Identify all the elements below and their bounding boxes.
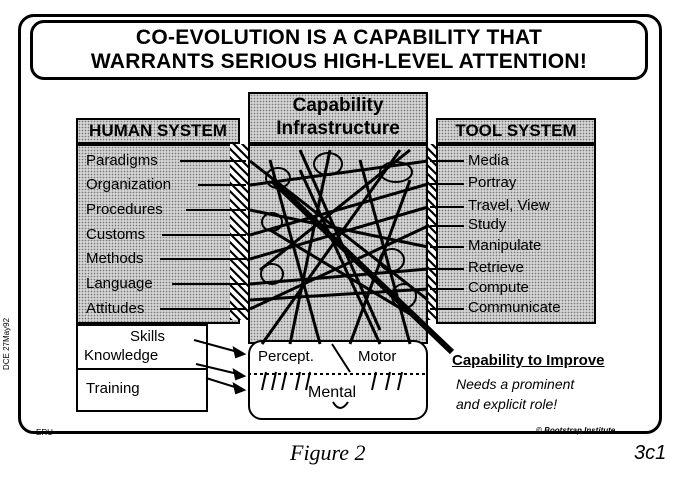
title-line-1: CO-EVOLUTION IS A CAPABILITY THAT — [135, 26, 543, 49]
human-item-customs: Customs — [86, 226, 146, 243]
human-item-attitudes: Attitudes — [86, 300, 145, 317]
skills-label: Skills — [130, 328, 166, 345]
training-label: Training — [86, 380, 140, 397]
human-item-methods: Methods — [86, 250, 144, 267]
tool-item-portray: Portray — [468, 174, 517, 191]
improve-note-line1: Needs a prominent — [456, 376, 575, 392]
tool-item-compute: Compute — [468, 279, 529, 296]
page-id: 3c1 — [634, 442, 667, 464]
human-item-organization: Organization — [86, 176, 172, 193]
tool-item-communicate: Communicate — [468, 299, 561, 316]
footer-copyright: © Bootstrap Institute — [536, 426, 616, 435]
tool-system-heading: TOOL SYSTEM — [455, 121, 577, 140]
human-item-language: Language — [86, 275, 153, 292]
improve-note-line2: and explicit role! — [456, 396, 558, 412]
human-item-procedures: Procedures — [86, 201, 163, 218]
human-item-paradigms: Paradigms — [86, 152, 158, 169]
human-system-heading: HUMAN SYSTEM — [89, 121, 227, 140]
tool-item-retrieve: Retrieve — [468, 259, 524, 276]
knowledge-label: Knowledge — [84, 347, 159, 364]
title-line-2: WARRANTS SERIOUS HIGH-LEVEL ATTENTION! — [90, 50, 588, 73]
footer-initials: ERU — [36, 428, 53, 437]
tool-item-study: Study — [468, 216, 507, 233]
mental-label: Mental — [308, 384, 357, 401]
tool-item-travel-view: Travel, View — [468, 197, 550, 214]
motor-label: Motor — [358, 348, 397, 365]
tool-item-manipulate: Manipulate — [468, 237, 542, 254]
tool-item-media: Media — [468, 152, 509, 169]
percept-label: Percept. — [258, 348, 314, 365]
capability-heading-line1: Capability — [292, 95, 384, 116]
figure-caption: Figure 2 — [290, 440, 366, 465]
capability-heading-line2: Infrastructure — [276, 118, 400, 139]
footer-side-note: DCE 27May92 — [2, 317, 11, 370]
capability-to-improve-heading: Capability to Improve — [452, 352, 605, 369]
